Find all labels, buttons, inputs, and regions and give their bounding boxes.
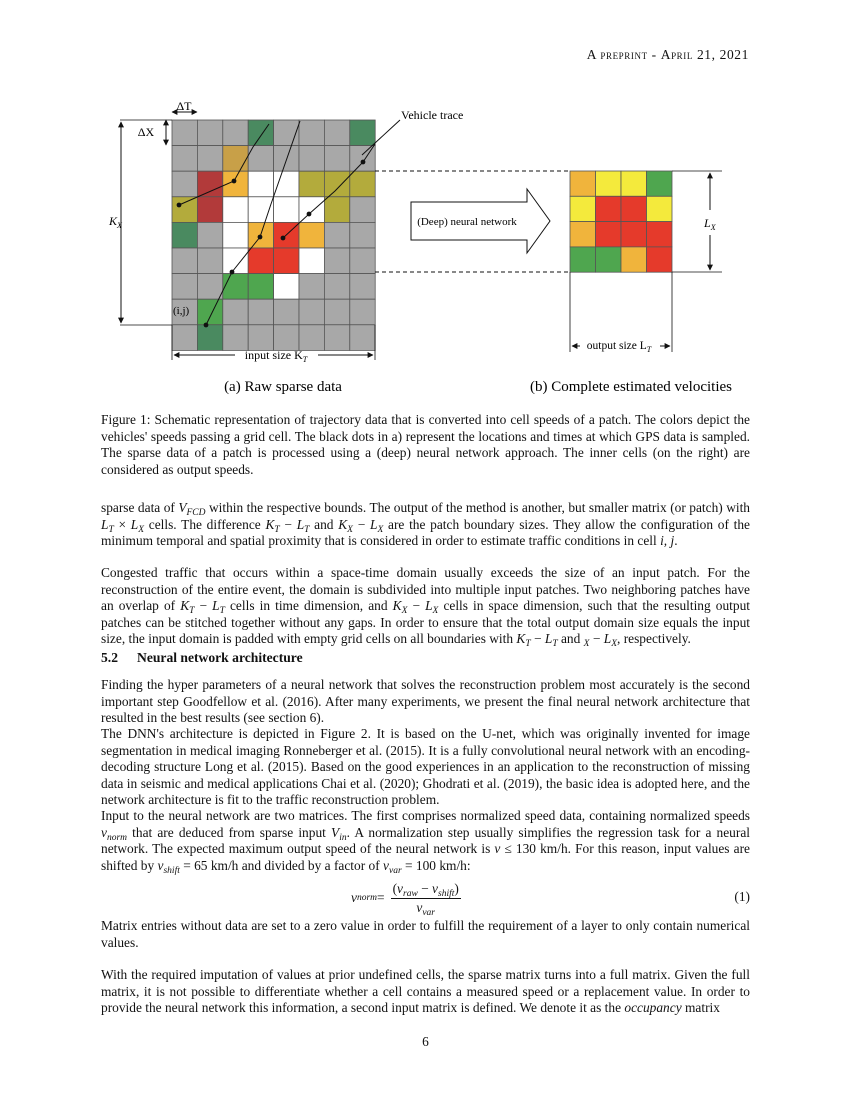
grid-cell: [299, 299, 324, 325]
grid-cell: [274, 274, 299, 300]
grid-cell: [172, 274, 197, 300]
grid-cell: [248, 248, 273, 274]
grid-cell: [570, 171, 596, 196]
grid-cell: [570, 196, 596, 221]
grid-cell: [350, 120, 375, 146]
gps-point: [281, 236, 286, 241]
grid-cell: [350, 197, 375, 223]
grid-cell: [248, 299, 273, 325]
grid-cell: [248, 120, 273, 146]
output-grid: [570, 171, 672, 272]
grid-cell: [274, 197, 299, 223]
vehicle-trace-label: Vehicle trace: [401, 108, 464, 122]
equation-number: (1): [734, 889, 750, 904]
lx-label: $L_X$: [704, 216, 716, 232]
input-size-label: input size $K_T$: [244, 348, 308, 364]
grid-cell: [299, 146, 324, 172]
grid-cell: [350, 248, 375, 274]
grid-cell: [172, 171, 197, 197]
figure-caption: Figure 1: Schematic representation of trajectory data that is converted into cell speeds of a patch. The colors depict the vehicles' speeds passing a grid cell. The black dots in a) represent the locations and times at which GPS data is sampled. The sparse data of a patch is processed using a (deep) neural network approach. The inner cells (on the right) are considered as output speeds.: [101, 412, 750, 477]
kx-label: $K_X$: [109, 214, 122, 230]
gps-point: [230, 270, 235, 275]
grid-cell: [299, 222, 324, 248]
grid-cell: [299, 120, 324, 146]
gps-point: [204, 323, 209, 328]
grid-cell: [647, 171, 673, 196]
header-date: April 21, 2021: [660, 47, 749, 62]
grid-cell: [596, 196, 622, 221]
grid-cell: [324, 274, 349, 300]
delta-t-label: ΔT: [176, 99, 192, 113]
grid-cell: [223, 274, 248, 300]
grid-cell: [172, 120, 197, 146]
grid-cell: [223, 325, 248, 351]
grid-cell: [248, 197, 273, 223]
grid-cell: [223, 120, 248, 146]
grid-cell: [223, 299, 248, 325]
section-heading: [101, 650, 750, 666]
gps-point: [177, 203, 182, 208]
grid-cell: [197, 325, 222, 351]
cell-index-label: (i,j): [173, 305, 190, 317]
section-number: 5.2: [101, 650, 118, 665]
grid-cell: [621, 171, 647, 196]
grid-cell: [299, 197, 324, 223]
grid-cell: [621, 247, 647, 272]
grid-cell: [350, 274, 375, 300]
grid-cell: [621, 196, 647, 221]
grid-cell: [274, 146, 299, 172]
grid-cell: [647, 222, 673, 247]
grid-cell: [324, 197, 349, 223]
page-number: 6: [422, 1034, 429, 1049]
paragraph-normalization: Input to the neural network are two matrices. The first comprises normalized speed data, containing normalized speeds $v_{norm}$ that are deduced from sparse input $V_{in}$. A normalization step usually simplifies the regression task for a neural network. The expected maximum output speed of the neural network is v ≤ 130 km/h. For this reason, input values are shifted by $v_{shift} = 65$ km/h and divided by a factor of $v_{var} = 100$ km/h:: [101, 808, 750, 876]
delta-x-label: ΔX: [137, 125, 155, 139]
grid-cell: [248, 274, 273, 300]
grid-cell: [299, 171, 324, 197]
grid-cell: [324, 171, 349, 197]
subcaption-a: (a) Raw sparse data: [224, 379, 342, 395]
input-grid: [172, 120, 375, 350]
output-size-label: output size $L_T$: [586, 340, 652, 354]
neural-network-label: (Deep) neural network: [417, 216, 517, 228]
subcaption-b: (b) Complete estimated velocities: [529, 379, 733, 395]
paragraph-dnn-architecture: The DNN's architecture is depicted in Figure 2. It is based on the U-net, which was originally invented for image segmentation in medical imaging Ronneberger et al. (2015). It is a fully convolutional neural network with an encoding-decoding structure Long et al. (2015). Based on the good experiences in an application to the reconstruction of missing data in seismic and medical applications Chai et al. (2020); Ghodrati et al. (2019), the basic idea is adopted here, and the network architecture is fit to the traffic reconstruction problem.: [101, 726, 750, 807]
grid-cell: [570, 247, 596, 272]
grid-cell: [274, 299, 299, 325]
paragraph-patch-output: sparse data of $V_{FCD}$ within the respective bounds. The output of the method is another, but smaller matrix (or patch) with $L_T \times L_X$ cells. The difference $K_T - L_T$ and $K_X - L_X$ are the patch boundary sizes. They allow the configuration of the minimum temporal and spatial proximity that is considered in order to estimate traffic conditions in cell i, j.: [101, 500, 750, 548]
grid-cell: [596, 171, 622, 196]
grid-cell: [647, 247, 673, 272]
grid-cell: [172, 197, 197, 223]
grid-cell: [274, 325, 299, 351]
grid-cell: [197, 222, 222, 248]
header-separator: -: [647, 47, 661, 62]
grid-cell: [223, 197, 248, 223]
page-header: [587, 47, 749, 63]
grid-cell: [299, 325, 324, 351]
grid-cell: [197, 274, 222, 300]
grid-cell: [324, 248, 349, 274]
grid-cell: [324, 325, 349, 351]
figure-1: [0, 90, 850, 405]
grid-cell: [274, 171, 299, 197]
grid-cell: [596, 247, 622, 272]
grid-cell: [570, 222, 596, 247]
grid-cell: [172, 248, 197, 274]
grid-cell: [350, 299, 375, 325]
grid-cell: [350, 222, 375, 248]
grid-cell: [223, 248, 248, 274]
grid-cell: [197, 248, 222, 274]
grid-cell: [223, 222, 248, 248]
grid-cell: [172, 325, 197, 351]
grid-cell: [248, 171, 273, 197]
grid-cell: [172, 146, 197, 172]
grid-cell: [299, 274, 324, 300]
equation-numerator: $(v_{raw} - v_{shift})$: [392, 880, 459, 899]
grid-cell: [350, 171, 375, 197]
paragraph-patch-overlap: Congested traffic that occurs within a space-time domain usually exceeds the size of an input patch. For the reconstruction of the entire event, the domain is subdivided into multiple input patches. Two neighboring patches have an overlap of $K_T - L_T$ cells in time dimension, and $K_X - L_X$ cells in space dimension, such that the resulting output patches can be stitched together without any gaps. In order to ensure that the total output domain size equals the input size, the input domain is padded with empty grid cells on all boundaries with $K_T - L_T$ and $_X - L_X$, respectively.: [101, 565, 750, 649]
grid-cell: [248, 325, 273, 351]
grid-cell: [197, 299, 222, 325]
equation-1: v norm = $\frac{(v_{raw} - v_{shift})}{v_{var}}$ (1): [351, 880, 750, 918]
grid-cell: [197, 120, 222, 146]
gps-point: [361, 160, 366, 165]
grid-cell: [324, 299, 349, 325]
grid-cell: [324, 120, 349, 146]
grid-cell: [197, 197, 222, 223]
section-title: Neural network architecture: [137, 650, 303, 665]
grid-cell: [274, 120, 299, 146]
grid-cell: [324, 222, 349, 248]
grid-cell: [299, 248, 324, 274]
equation-denominator: $v_{var}$: [416, 899, 436, 918]
paragraph-hyperparameters: Finding the hyper parameters of a neural network that solves the reconstruction problem most accurately is the second important step Goodfellow et al. (2016). After many experiments, we present the final neural network architecture that resulted in the best results (see section 6).: [101, 677, 750, 725]
gps-point: [258, 235, 263, 240]
grid-cell: [274, 248, 299, 274]
equation-fraction: [391, 881, 461, 916]
grid-cell: [172, 222, 197, 248]
header-prefix: A preprint: [586, 47, 648, 62]
grid-cell: [647, 196, 673, 221]
grid-cell: [223, 146, 248, 172]
grid-cell: [197, 171, 222, 197]
grid-cell: [621, 222, 647, 247]
grid-cell: [197, 146, 222, 172]
grid-cell: [596, 222, 622, 247]
gps-point: [232, 179, 237, 184]
paragraph-occupancy: With the required imputation of values at prior undefined cells, the sparse matrix turns into a full matrix. Given the full matrix, it is not possible to differentiate whether a cell contains a measured speed or a replacement value. In order to provide the neural network this information, a second input matrix is defined. We denote it as the occupancy matrix: [101, 967, 750, 1015]
gps-point: [307, 212, 312, 217]
grid-cell: [350, 325, 375, 351]
paragraph-zero-values: Matrix entries without data are set to a zero value in order to fulfill the requirement of a layer to only contain numerical values.: [101, 918, 750, 950]
grid-cell: [324, 146, 349, 172]
